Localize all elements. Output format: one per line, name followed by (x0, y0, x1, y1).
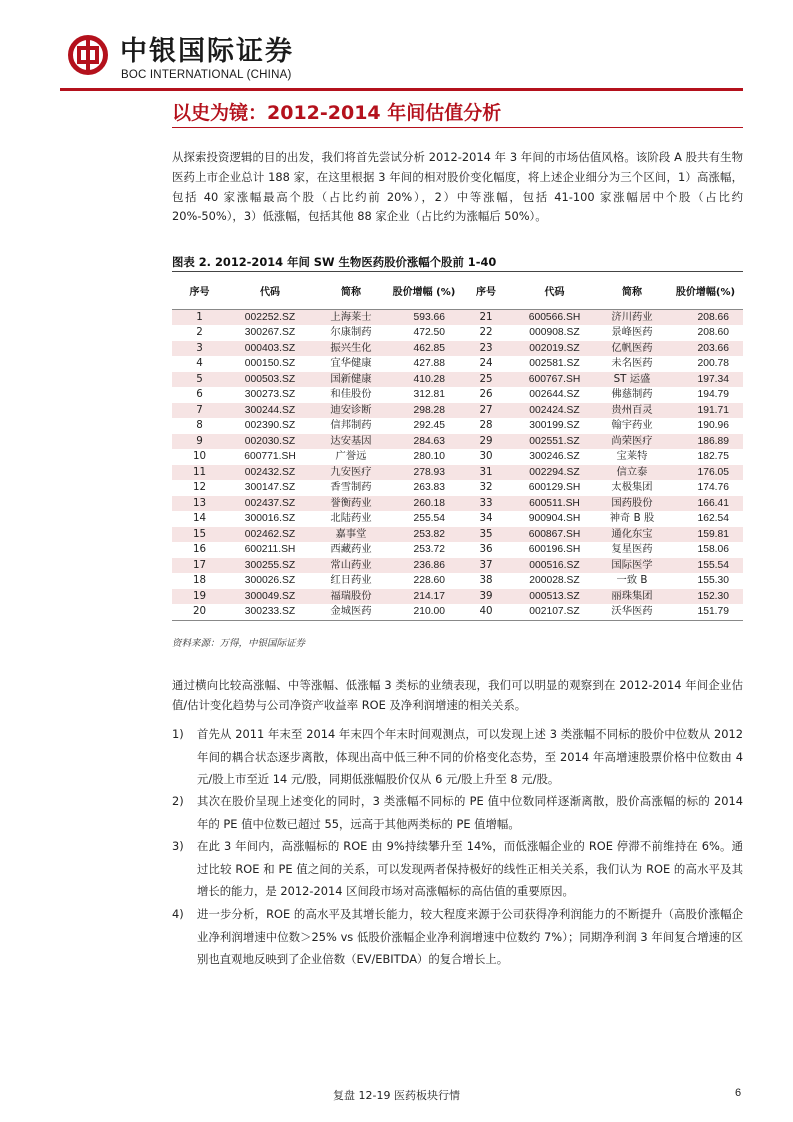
table-cell-col-code: 300246.SZ (529, 451, 580, 462)
table-cell-col-gain: 255.54 (413, 513, 445, 524)
table-cell-col-name: 九安医疗 (313, 465, 389, 481)
table-cell-col-name: 和佳股份 (330, 388, 372, 400)
table-cell-col-code: 300147.SZ (244, 482, 296, 493)
table-cell-col-gain: 280.10 (413, 451, 445, 462)
table-cell-col-code: 300244.SZ (227, 403, 313, 419)
table-cell-col-name: 太极集团 (611, 481, 653, 493)
table-cell-col-name: 宝莱特 (616, 450, 648, 462)
table-cell-col-name: 国新健康 (313, 372, 389, 388)
figure-source: 资料来源：万得，中银国际证券 (172, 638, 306, 649)
table-cell-col-name: 贵州百灵 (596, 403, 668, 419)
stock-gain-table (172, 277, 743, 621)
table-cell-col-gain: 191.71 (668, 403, 743, 419)
table-cell-col-gain: 292.45 (413, 420, 445, 431)
table-header-col-index: 序号 (172, 277, 227, 309)
company-name-en: BOC INTERNATIONAL (CHINA) (121, 69, 292, 81)
table-cell-col-name: 丽珠集团 (596, 589, 668, 605)
list-item-text: 在此 3 年间内，高涨幅标的 ROE 由 9%持续攀升至 14%，而低涨幅企业的 ROE 停滞不前维持在 6%。通过比较 ROE 和 PE 值之间的关系，可以发现两者保持极好的线性正相关关系，我们认为 ROE 的高水平及其增长的能力，是 2012-2014 区间段市场对高涨幅标的高估值的重要原因。 (197, 839, 743, 898)
table-cell-col-name: 西藏药业 (330, 543, 372, 555)
table-cell-col-gain: 186.89 (668, 434, 743, 450)
page-header (0, 0, 793, 92)
list-item-text: 其次在股价呈现上述变化的同时，3 类涨幅不同标的 PE 值中位数同样逐渐离散，股价高涨幅的标的 2014 年的 PE 值中位数已超过 55，远高于其他两类标的 PE 值增幅。 (197, 794, 743, 831)
table-cell-col-index: 7 (172, 403, 227, 419)
table-cell-col-index: 12 (192, 481, 207, 493)
table-cell-col-code: 000516.SZ (513, 558, 596, 574)
table-row (172, 589, 743, 605)
table-cell-col-index: 17 (172, 558, 227, 574)
table-cell-col-code: 600511.SH (513, 496, 596, 512)
table-cell-col-index: 24 (479, 357, 493, 369)
table-cell-col-code: 002432.SZ (227, 465, 313, 481)
table-row (172, 341, 743, 357)
table-cell-col-gain: 152.30 (668, 589, 743, 605)
table-cell-col-gain: 200.78 (697, 358, 729, 369)
list-item-text: 进一步分析，ROE 的高水平及其增长能力，较大程度来源于公司获得净利润能力的不断提升（高股价涨幅企业净利润增速中位数＞25% vs 低股价涨幅企业净利润增速中位数约 7%）；同期净利润 3 年间复合增速的区别也直观地反映到了企业倍数（EV/EBITDA）的复合增长上。 (197, 907, 743, 966)
table-cell-col-code: 002551.SZ (513, 434, 596, 450)
table-cell-col-gain: 472.50 (413, 327, 445, 338)
table-cell-col-index: 4 (196, 357, 203, 369)
table-cell-col-index: 13 (172, 496, 227, 512)
table-cell-col-gain: 410.28 (389, 372, 459, 388)
table-cell-col-code: 300016.SZ (244, 513, 296, 524)
table-cell-col-name: 上海莱士 (313, 309, 389, 325)
table-cell-col-index: 33 (459, 496, 513, 512)
table-row (172, 465, 743, 481)
table-cell-col-code: 002462.SZ (227, 527, 313, 543)
table-cell-col-index: 18 (192, 574, 207, 586)
table-row (172, 511, 743, 527)
list-item (172, 903, 743, 971)
table-cell-col-code: 600211.SH (244, 544, 296, 555)
table-cell-col-code: 200028.SZ (529, 575, 580, 586)
table-cell-col-code: 600566.SH (513, 309, 596, 325)
table-cell-col-code: 300049.SZ (227, 589, 313, 605)
list-item (172, 835, 743, 903)
table-cell-col-index: 26 (479, 388, 493, 400)
table-cell-col-name: 通化东宝 (596, 527, 668, 543)
table-cell-col-code: 300255.SZ (227, 558, 313, 574)
table-cell-col-gain: 203.66 (668, 341, 743, 357)
table-cell-col-index: 5 (172, 372, 227, 388)
table-cell-col-code: 300267.SZ (244, 327, 296, 338)
table-cell-col-gain: 190.96 (697, 420, 729, 431)
table-cell-col-code: 002424.SZ (513, 403, 596, 419)
table-cell-col-index: 21 (459, 309, 513, 325)
table-cell-col-name: 常山药业 (313, 558, 389, 574)
table-cell-col-index: 25 (459, 372, 513, 388)
table-cell-col-name: 尚荣医疗 (596, 434, 668, 450)
table-header-col-gain: 股价增幅 (%) (389, 277, 459, 309)
table-cell-col-index: 27 (459, 403, 513, 419)
table-cell-col-gain: 155.30 (697, 575, 729, 586)
table-cell-col-gain: 253.82 (389, 527, 459, 543)
table-body (172, 309, 743, 620)
table-cell-col-name: 国药股份 (596, 496, 668, 512)
table-cell-col-code: 600771.SH (244, 451, 296, 462)
list-item-text: 首先从 2011 年末至 2014 年末四个年末时间观测点，可以发现上述 3 类涨幅不同标的股价中位数从 2012 年间的耦合状态逐步离散，体现出高中低三种不同的价格变化态势，至 2014 年高增速股票价格中位数由 4 元/股上市至近 14 元/股，同期低涨幅股价仅从 6 元/股上升至 8 元/股。 (197, 727, 743, 786)
table-cell-col-index: 2 (196, 326, 203, 338)
table-cell-col-code: 600867.SH (513, 527, 596, 543)
table-cell-col-name: 迪安诊断 (313, 403, 389, 419)
table-cell-col-name: 亿帆医药 (596, 341, 668, 357)
table-header-col-name: 简称 (313, 277, 389, 309)
table-cell-col-code: 600196.SH (528, 544, 581, 555)
company-name-cn: 中银国际证券 (120, 36, 294, 67)
table-header-col-code: 代码 (227, 277, 313, 309)
table-cell-col-code: 000503.SZ (227, 372, 313, 388)
table-row (172, 558, 743, 574)
table-cell-col-name: 信邦制药 (330, 419, 372, 431)
table-cell-col-code: 000403.SZ (227, 341, 313, 357)
table-cell-col-index: 3 (172, 341, 227, 357)
table-cell-col-code: 002030.SZ (227, 434, 313, 450)
page-number: 6 (735, 1087, 742, 1099)
table-cell-col-code: 000150.SZ (244, 358, 296, 369)
figure-divider (172, 271, 743, 272)
table-cell-col-index: 36 (479, 543, 493, 555)
table-cell-col-index: 38 (479, 574, 493, 586)
table-cell-col-gain: 194.79 (697, 389, 729, 400)
table-header-col-gain: 股价增幅(%) (668, 277, 743, 309)
list-item (172, 790, 743, 835)
table-cell-col-gain: 162.54 (697, 513, 729, 524)
table-cell-col-index: 30 (479, 450, 493, 462)
table-row (172, 418, 743, 434)
table-row (172, 573, 743, 589)
table-row (172, 372, 743, 388)
table-cell-col-index: 40 (459, 604, 513, 620)
table-cell-col-index: 32 (479, 481, 493, 493)
table-cell-col-gain: 214.17 (389, 589, 459, 605)
table-cell-col-name: 宜华健康 (330, 357, 372, 369)
table-cell-col-index: 14 (192, 512, 207, 524)
table-cell-col-code: 300026.SZ (244, 575, 296, 586)
table-cell-col-gain: 210.00 (389, 604, 459, 620)
table-cell-col-name: 国际医学 (596, 558, 668, 574)
table-cell-col-name: 誉衡药业 (313, 496, 389, 512)
table-cell-col-gain: 462.85 (389, 341, 459, 357)
table-cell-col-code: 600767.SH (513, 372, 596, 388)
section-title: 以史为镜：2012-2014 年间估值分析 (172, 102, 502, 124)
table-row (172, 542, 743, 558)
table-cell-col-code: 002644.SZ (529, 389, 580, 400)
table-cell-col-index: 39 (459, 589, 513, 605)
table-cell-col-code: 900904.SH (528, 513, 581, 524)
table-cell-col-name: 北陆药业 (330, 512, 372, 524)
table-cell-col-name: 金城医药 (313, 604, 389, 620)
table-cell-col-name: 达安基因 (313, 434, 389, 450)
table-cell-col-name: 未名医药 (611, 357, 653, 369)
table-cell-col-name: 嘉事堂 (313, 527, 389, 543)
table-cell-col-code: 002581.SZ (529, 358, 580, 369)
table-cell-col-index: 9 (172, 434, 227, 450)
table-row (172, 604, 743, 620)
boc-logo-icon (68, 35, 108, 75)
table-cell-col-code: 000908.SZ (529, 327, 580, 338)
table-cell-col-name: 福瑞股份 (313, 589, 389, 605)
table-cell-col-name: 佛慈制药 (611, 388, 653, 400)
table-cell-col-index: 28 (479, 419, 493, 431)
table-row (172, 480, 743, 496)
table-cell-col-index: 1 (172, 309, 227, 325)
table-cell-col-gain: 197.34 (668, 372, 743, 388)
table-cell-col-name: 信立泰 (596, 465, 668, 481)
table-cell-col-name: 振兴生化 (313, 341, 389, 357)
table-row (172, 387, 743, 403)
table-cell-col-gain: 176.05 (668, 465, 743, 481)
table-cell-col-gain: 174.76 (697, 482, 729, 493)
table-cell-col-code: 300199.SZ (529, 420, 580, 431)
header-divider (60, 88, 743, 91)
table-cell-col-name: 红日药业 (330, 574, 372, 586)
table-cell-col-name: 广誉远 (335, 450, 367, 462)
table-cell-col-name: 翰宇药业 (611, 419, 653, 431)
table-cell-col-code: 002437.SZ (227, 496, 313, 512)
table-cell-col-gain: 236.86 (389, 558, 459, 574)
analysis-paragraph: 通过横向比较高涨幅、中等涨幅、低涨幅 3 类标的业绩表现，我们可以明显的观察到在 2012-2014 年间企业估值/估计变化趋势与公司净资产收益率 ROE 及净利润增速的相关关系。 (172, 678, 743, 712)
table-cell-col-code: 002390.SZ (244, 420, 296, 431)
table-row (172, 403, 743, 419)
table-cell-col-gain: 427.88 (413, 358, 445, 369)
list-item-number: 1) (172, 727, 184, 741)
table-cell-col-gain: 298.28 (389, 403, 459, 419)
list-item-number: 3) (172, 839, 184, 853)
table-cell-col-index: 20 (172, 604, 227, 620)
list-item (172, 723, 743, 791)
table-cell-col-gain: 253.72 (413, 544, 445, 555)
table-cell-col-code: 000513.SZ (513, 589, 596, 605)
table-cell-col-name: 一致 B (616, 574, 648, 586)
table-header-col-index: 序号 (459, 277, 513, 309)
table-cell-col-gain: 158.06 (697, 544, 729, 555)
table-cell-col-gain: 593.66 (389, 309, 459, 325)
table-cell-col-code: 002019.SZ (513, 341, 596, 357)
table-cell-col-name: 济川药业 (596, 309, 668, 325)
table-cell-col-index: 11 (172, 465, 227, 481)
list-item-number: 4) (172, 907, 184, 921)
table-row (172, 527, 743, 543)
table-cell-col-gain: 166.41 (668, 496, 743, 512)
table-cell-col-index: 35 (459, 527, 513, 543)
table-row (172, 449, 743, 465)
table-cell-col-index: 22 (479, 326, 493, 338)
table-cell-col-code: 600129.SH (528, 482, 581, 493)
table-cell-col-code: 300233.SZ (227, 604, 313, 620)
list-item-number: 2) (172, 794, 184, 808)
table-cell-col-name: ST 运盛 (596, 372, 668, 388)
table-cell-col-name: 景峰医药 (611, 326, 653, 338)
table-cell-col-gain: 284.63 (389, 434, 459, 450)
table-cell-col-name: 复星医药 (611, 543, 653, 555)
footer-report-name: 复盘 12-19 医药板块行情 (333, 1089, 460, 1102)
table-header-col-code: 代码 (513, 277, 596, 309)
table-cell-col-index: 23 (459, 341, 513, 357)
table-cell-col-gain: 182.75 (697, 451, 729, 462)
table-header-col-name: 简称 (596, 277, 668, 309)
table-cell-col-index: 29 (459, 434, 513, 450)
table-cell-col-gain: 208.66 (668, 309, 743, 325)
table-row (172, 434, 743, 450)
table-cell-col-gain: 228.60 (413, 575, 445, 586)
table-cell-col-gain: 263.83 (413, 482, 445, 493)
table-cell-col-gain: 208.60 (697, 327, 729, 338)
table-cell-col-index: 34 (479, 512, 493, 524)
table-row (172, 356, 743, 372)
table-cell-col-code: 002107.SZ (513, 604, 596, 620)
table-cell-col-gain: 155.54 (668, 558, 743, 574)
figure-title: 图表 2. 2012-2014 年间 SW 生物医药股价涨幅个股前 1-40 (172, 255, 497, 269)
table-cell-col-code: 300273.SZ (244, 389, 296, 400)
table-cell-col-code: 002294.SZ (513, 465, 596, 481)
table-cell-col-name: 香雪制药 (330, 481, 372, 493)
table-cell-col-name: 尔康制药 (330, 326, 372, 338)
title-divider (172, 127, 743, 128)
table-cell-col-code: 002252.SZ (227, 309, 313, 325)
table-cell-col-index: 16 (192, 543, 207, 555)
table-cell-col-gain: 312.81 (413, 389, 445, 400)
table-cell-col-index: 6 (196, 388, 203, 400)
table-cell-col-index: 10 (192, 450, 207, 462)
table-cell-col-index: 31 (459, 465, 513, 481)
table-cell-col-gain: 151.79 (668, 604, 743, 620)
table-cell-col-gain: 278.93 (389, 465, 459, 481)
table-cell-col-index: 8 (196, 419, 203, 431)
intro-paragraph: 从探索投资逻辑的目的出发，我们将首先尝试分析 2012-2014 年 3 年间的市场估值风格。该阶段 A 股共有生物医药上市企业总计 188 家，在这里根据 3 年间的相对股价变化幅度，将上述企业细分为三个区间，1）高涨幅，包括 40 家涨幅最高个股（占比约前 20%），2）中等涨幅，包括 41-100 家涨幅居中个股（占比约 20%-50%），3）低涨幅，包括其他 88 家企业（占比约为涨幅后 50%）。 (172, 150, 743, 224)
table-header-row (172, 277, 743, 309)
table-cell-col-gain: 159.81 (668, 527, 743, 543)
table-cell-col-gain: 260.18 (389, 496, 459, 512)
table-cell-col-index: 37 (459, 558, 513, 574)
table-row (172, 496, 743, 512)
table-cell-col-index: 15 (172, 527, 227, 543)
table-cell-col-index: 19 (172, 589, 227, 605)
table-cell-col-name: 沃华医药 (596, 604, 668, 620)
table-row (172, 325, 743, 341)
table-cell-col-name: 神奇 B 股 (609, 512, 655, 524)
table-row (172, 309, 743, 325)
